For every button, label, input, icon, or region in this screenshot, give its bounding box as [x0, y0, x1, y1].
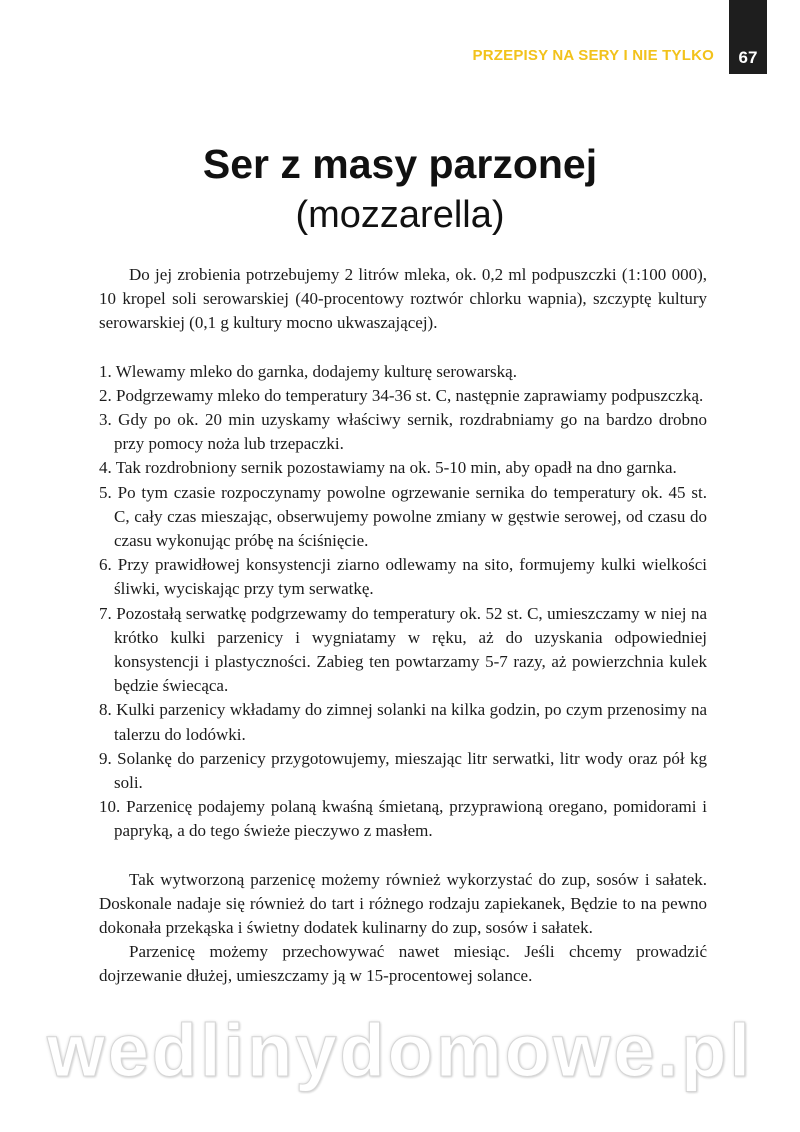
step-item: 9. Solankę do parzenicy przygotowujemy, mieszając litr serwatki, litr wody oraz pół kg soli. [99, 748, 707, 793]
closing-paragraph-2: Parzenicę możemy przechowywać nawet miesiąc. Jeśli chcemy prowadzić dojrzewanie dłużej, umieszczamy ją w 15-procentowej solance. [99, 942, 707, 986]
steps-list [99, 360, 707, 844]
step-item: 10. Parzenicę podajemy polaną kwaśną śmietaną, przyprawioną oregano, pomidorami i papryką, a do tego świeże pieczywo z masłem. [99, 797, 707, 841]
step-item: 3. Gdy po ok. 20 min uzyskamy właściwy sernik, rozdrabniamy go na bardzo drobno przy pomocy noża lub trzepaczki. [99, 410, 707, 454]
step-item: 1. Wlewamy mleko do garnka, dodajemy kulturę serowarską. [99, 361, 517, 381]
section-title: PRZEPISY NA SERY I NIE TYLKO [472, 47, 714, 64]
intro-paragraph: Do jej zrobienia potrzebujemy 2 litrów mleka, ok. 0,2 ml podpuszczki (1:100 000), 10 kropel soli serowarskiej (40-procentowy roztwór chlorku wapnia), szczyptę kultury serowarskiej (0,1 g kultury mocno ukwaszającej). [99, 265, 707, 333]
step-item: 2. Podgrzewamy mleko do temperatury 34-36 st. C, następnie zaprawiamy podpuszczką. [99, 385, 704, 405]
step-item: 4. Tak rozdrobniony sernik pozostawiamy na ok. 5-10 min, aby opadł na dno garnka. [99, 458, 677, 478]
step-item: 5. Po tym czasie rozpoczynamy powolne ogrzewanie sernika do temperatury ok. 45 st. C, cały czas mieszając, obserwujemy powolne zmiany w gęstwie serowej, od czasu do czasu wykonując próbę na ściśnięcie. [99, 482, 707, 551]
closing-paragraph-1: Tak wytworzoną parzenicę możemy również wykorzystać do zup, sosów i sałatek. Doskonale nadaje się również do tart i różnego rodzaju zapiekanek, Będzie to na pewno dokonała przekąska i świetny dodatek kulinarny do zup, sosów i sałatek. [99, 869, 707, 938]
page-number-tab [729, 0, 767, 74]
recipe-title: Ser z masy parzonej [202, 141, 598, 187]
watermark: wedlinydomowe.pl [47, 1009, 753, 1092]
step-item: 7. Pozostałą serwatkę podgrzewamy do temperatury ok. 52 st. C, umieszczamy w niej na krótko kulki parzenicy i wygniatamy w ręku, aż do uzyskania odpowiedniej konsystencji i plastyczności. Zabieg ten powtarzamy 5-7 razy, aż powierzchnia kulek będzie świecąca. [99, 603, 707, 696]
recipe-subtitle: (mozzarella) [295, 194, 505, 236]
step-item: 8. Kulki parzenicy wkładamy do zimnej solanki na kilka godzin, po czym przenosimy na talerzu do lodówki. [99, 700, 707, 744]
step-item: 6. Przy prawidłowej konsystencji ziarno odlewamy na sito, formujemy kulki wielkości śliwki, wyciskając przy tym serwatkę. [99, 555, 707, 599]
recipe-body [99, 263, 707, 989]
page-number: 67 [738, 48, 758, 67]
